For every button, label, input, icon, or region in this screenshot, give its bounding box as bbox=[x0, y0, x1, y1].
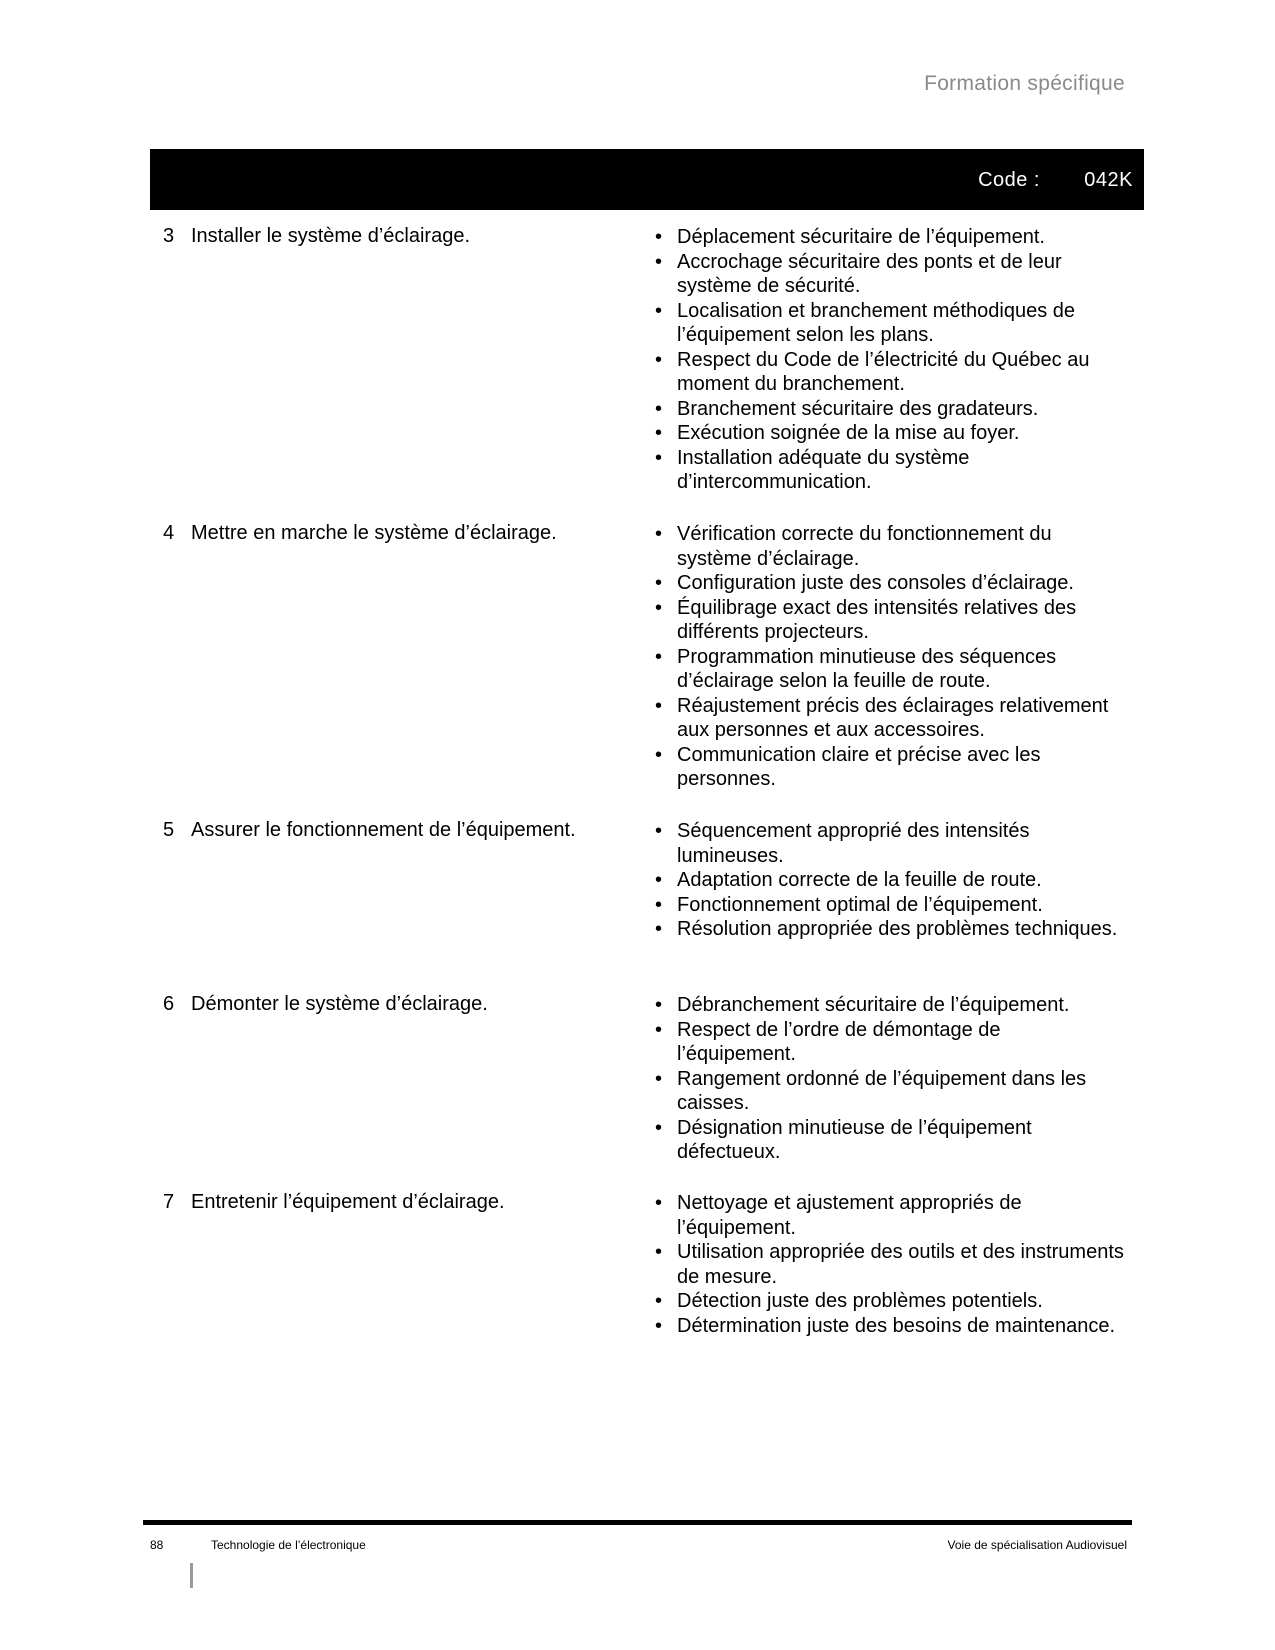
section-title: Mettre en marche le système d’éclairage. bbox=[191, 522, 557, 544]
criterion: • Détermination juste des besoins de maintenance. bbox=[655, 1314, 1125, 1339]
footer-margin-mark bbox=[190, 1563, 193, 1588]
section-number: 4 bbox=[163, 522, 175, 544]
criteria-list bbox=[655, 819, 1125, 942]
section-title: Installer le système d’éclairage. bbox=[191, 225, 471, 247]
criterion: • Rangement ordonné de l’équipement dans les caisses. bbox=[655, 1067, 1125, 1116]
criterion: • Respect du Code de l’électricité du Québec au moment du branchement. bbox=[655, 348, 1125, 397]
criterion: • Configuration juste des consoles d’éclairage. bbox=[655, 571, 1125, 596]
section-number: 7 bbox=[163, 1191, 175, 1213]
footer-specialization: Voie de spécialisation Audiovisuel bbox=[947, 1538, 1127, 1552]
footer-rule bbox=[143, 1520, 1132, 1525]
criterion: • Installation adéquate du système d’intercommunication. bbox=[655, 446, 1125, 495]
footer-page-number: 88 bbox=[150, 1538, 164, 1552]
criterion: • Programmation minutieuse des séquences d’éclairage selon la feuille de route. bbox=[655, 645, 1125, 694]
criterion: • Réajustement précis des éclairages relativement aux personnes et aux accessoires. bbox=[655, 694, 1125, 743]
criterion: • Débranchement sécuritaire de l’équipement. bbox=[655, 993, 1125, 1018]
criterion: • Séquencement approprié des intensités lumineuses. bbox=[655, 819, 1125, 868]
criterion: • Adaptation correcte de la feuille de route. bbox=[655, 868, 1125, 893]
criterion: • Localisation et branchement méthodiques de l’équipement selon les plans. bbox=[655, 299, 1125, 348]
criterion: • Vérification correcte du fonctionnement du système d’éclairage. bbox=[655, 522, 1125, 571]
criteria-list bbox=[655, 522, 1125, 792]
criterion: • Utilisation appropriée des outils et des instruments de mesure. bbox=[655, 1240, 1125, 1289]
criterion: • Accrochage sécuritaire des ponts et de leur système de sécurité. bbox=[655, 250, 1125, 299]
code-bar bbox=[150, 149, 1144, 210]
footer-document-title: Technologie de l’électronique bbox=[211, 1538, 366, 1552]
section-title: Entretenir l’équipement d’éclairage. bbox=[191, 1191, 505, 1213]
criterion: • Fonctionnement optimal de l’équipement. bbox=[655, 893, 1125, 918]
criteria-list bbox=[655, 993, 1125, 1165]
criterion: • Équilibrage exact des intensités relatives des différents projecteurs. bbox=[655, 596, 1125, 645]
section-number: 6 bbox=[163, 993, 175, 1015]
criteria-list bbox=[655, 1191, 1125, 1338]
criterion: • Déplacement sécuritaire de l’équipement. bbox=[655, 225, 1125, 250]
code-label: Code : bbox=[978, 169, 1040, 191]
criterion: • Désignation minutieuse de l’équipement défectueux. bbox=[655, 1116, 1125, 1165]
criterion: • Détection juste des problèmes potentiels. bbox=[655, 1289, 1125, 1314]
code-value: 042K bbox=[1084, 169, 1133, 191]
criterion: • Résolution appropriée des problèmes techniques. bbox=[655, 917, 1125, 942]
criteria-list bbox=[655, 225, 1125, 495]
criterion: • Branchement sécuritaire des gradateurs. bbox=[655, 397, 1125, 422]
criterion: • Exécution soignée de la mise au foyer. bbox=[655, 421, 1125, 446]
section-title: Assurer le fonctionnement de l’équipement. bbox=[191, 819, 576, 841]
section-number: 3 bbox=[163, 225, 175, 247]
criterion: • Nettoyage et ajustement appropriés de l’équipement. bbox=[655, 1191, 1125, 1240]
section-title: Démonter le système d’éclairage. bbox=[191, 993, 488, 1015]
criterion: • Respect de l’ordre de démontage de l’équipement. bbox=[655, 1018, 1125, 1067]
section-number: 5 bbox=[163, 819, 175, 841]
criterion: • Communication claire et précise avec les personnes. bbox=[655, 743, 1125, 792]
page-header-title: Formation spécifique bbox=[924, 72, 1125, 95]
